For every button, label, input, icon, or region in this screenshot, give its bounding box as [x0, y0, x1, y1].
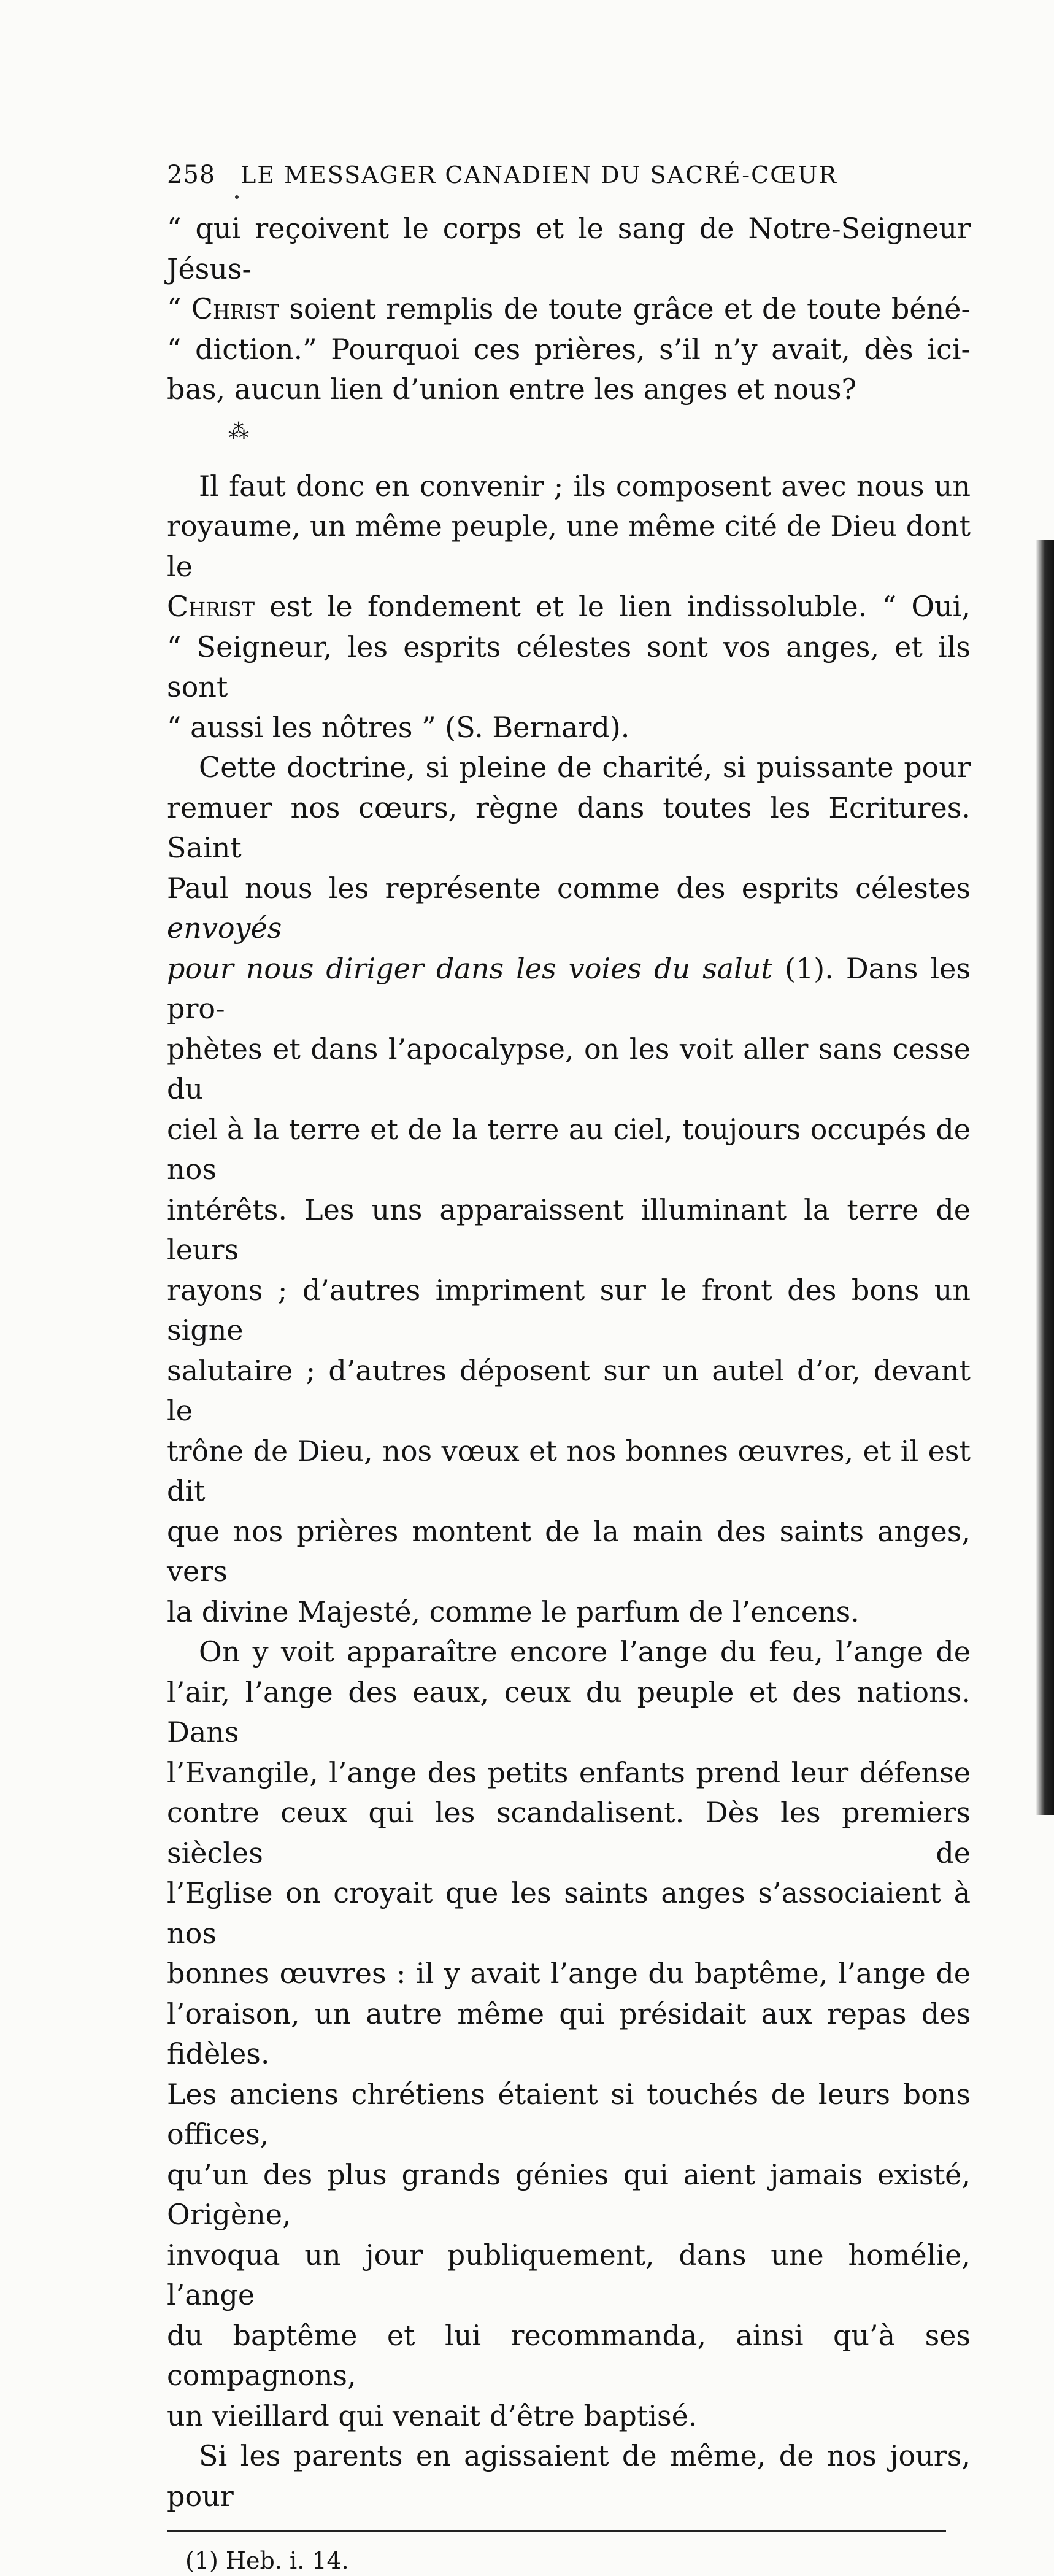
text-line: “ diction.” Pourquoi ces prières, s’il n’y avait, dès ici-: [167, 332, 971, 366]
footnote-rule: [167, 2530, 946, 2532]
text-line: intérêts. Les uns apparaissent illuminant la terre de leurs: [167, 1193, 971, 1266]
text-line: trône de Dieu, nos vœux et nos bonnes œuvres, et il est dit: [167, 1434, 971, 1507]
text-line: qu’un des plus grands génies qui aient jamais existé, Origène,: [167, 2157, 971, 2231]
text-line: que nos prières montent de la main des saints anges, vers: [167, 1514, 971, 1588]
small-caps-word: Christ: [191, 292, 279, 325]
text-line: l’Evangile, l’ange des petits enfants prend leur défense: [167, 1755, 971, 1789]
text-line: royaume, un même peuple, une même cité de Dieu dont le: [167, 509, 971, 583]
running-head: [167, 161, 971, 200]
text-line: Cette doctrine, si pleine de charité, si puissante pour: [199, 751, 971, 784]
text-line: l’air, l’ange des eaux, ceux du peuple et des nations. Dans: [167, 1675, 971, 1749]
italic-text: pour nous diriger dans les voies du salut: [167, 951, 772, 985]
text-line: [167, 949, 971, 1029]
text-line: rayons ; d’autres impriment sur le front des bons un signe: [167, 1273, 971, 1347]
text-line: invoqua un jour publiquement, dans une homélie, l’ange: [167, 2238, 971, 2311]
text-line: [167, 587, 971, 627]
text-line: Il faut donc en convenir ; ils composent avec nous un: [199, 469, 971, 503]
italic-text: envoyés: [167, 911, 282, 945]
text-line: “ Seigneur, les esprits célestes sont vos anges, et ils sont: [167, 630, 971, 703]
text-line: du baptême et lui recommanda, ainsi qu’à ses compagnons,: [167, 2318, 971, 2392]
small-caps-word: Christ: [167, 590, 255, 623]
text-line: [167, 868, 971, 949]
book-page: [167, 161, 971, 2576]
footnote: (1) Heb. i. 14.: [185, 2547, 349, 2574]
text-line: On y voit apparaître encore l’ange du feu, l’ange de: [199, 1635, 971, 1668]
text-line: la divine Majesté, comme le parfum de l’encens.: [167, 1595, 860, 1628]
text-line: bas, aucun lien d’union entre les anges et nous?: [167, 373, 857, 406]
text-line: “ aussi les nôtres ” (S. Bernard).: [167, 710, 630, 744]
text-line: contre ceux qui les scandalisent. Dès les premiers siècles de: [167, 1796, 971, 1870]
text-fragment: soient remplis de toute grâce et de toute béné-: [279, 292, 971, 325]
scanned-page-edge-shadow: [1036, 540, 1054, 1815]
text-line: bonnes œuvres : il y avait l’ange du baptême, l’ange de: [167, 1957, 971, 1990]
text-line: un vieillard qui venait d’être baptisé.: [167, 2399, 698, 2432]
text-line: [167, 289, 971, 330]
text-line: ciel à la terre et de la terre au ciel, toujours occupés de nos: [167, 1112, 971, 1186]
footnote-reference: (1). Dans les pro-: [167, 951, 971, 1025]
text-line: l’oraison, un autre même qui présidait aux repas des fidèles.: [167, 1997, 971, 2070]
text-line: “ qui reçoivent le corps et le sang de Notre-Seigneur Jésus-: [167, 212, 971, 285]
asterism-separator: ⁂: [228, 419, 249, 444]
text-line: remuer nos cœurs, règne dans toutes les Ecritures. Saint: [167, 791, 971, 864]
text-line: Si les parents en agissaient de même, de nos jours, pour: [167, 2439, 971, 2513]
text-line: phètes et dans l’apocalypse, on les voit aller sans cesse du: [167, 1032, 971, 1105]
page-number: 258: [167, 161, 216, 189]
text-fragment: Paul nous les représente comme des esprits célestes: [167, 871, 971, 905]
body-text: [167, 209, 971, 2516]
text-line: Les anciens chrétiens étaient si touchés de leurs bons offices,: [167, 2077, 971, 2151]
text-line: salutaire ; d’autres déposent sur un autel d’or, devant le: [167, 1353, 971, 1427]
running-title: LE MESSAGER CANADIEN DU SACRÉ-CŒUR: [240, 161, 838, 188]
text-fragment: “: [167, 292, 191, 325]
text-fragment: est le fondement et le lien indissoluble. “ Oui,: [255, 590, 971, 623]
text-line: l’Eglise on croyait que les saints anges s’associaient à nos: [167, 1876, 971, 1950]
